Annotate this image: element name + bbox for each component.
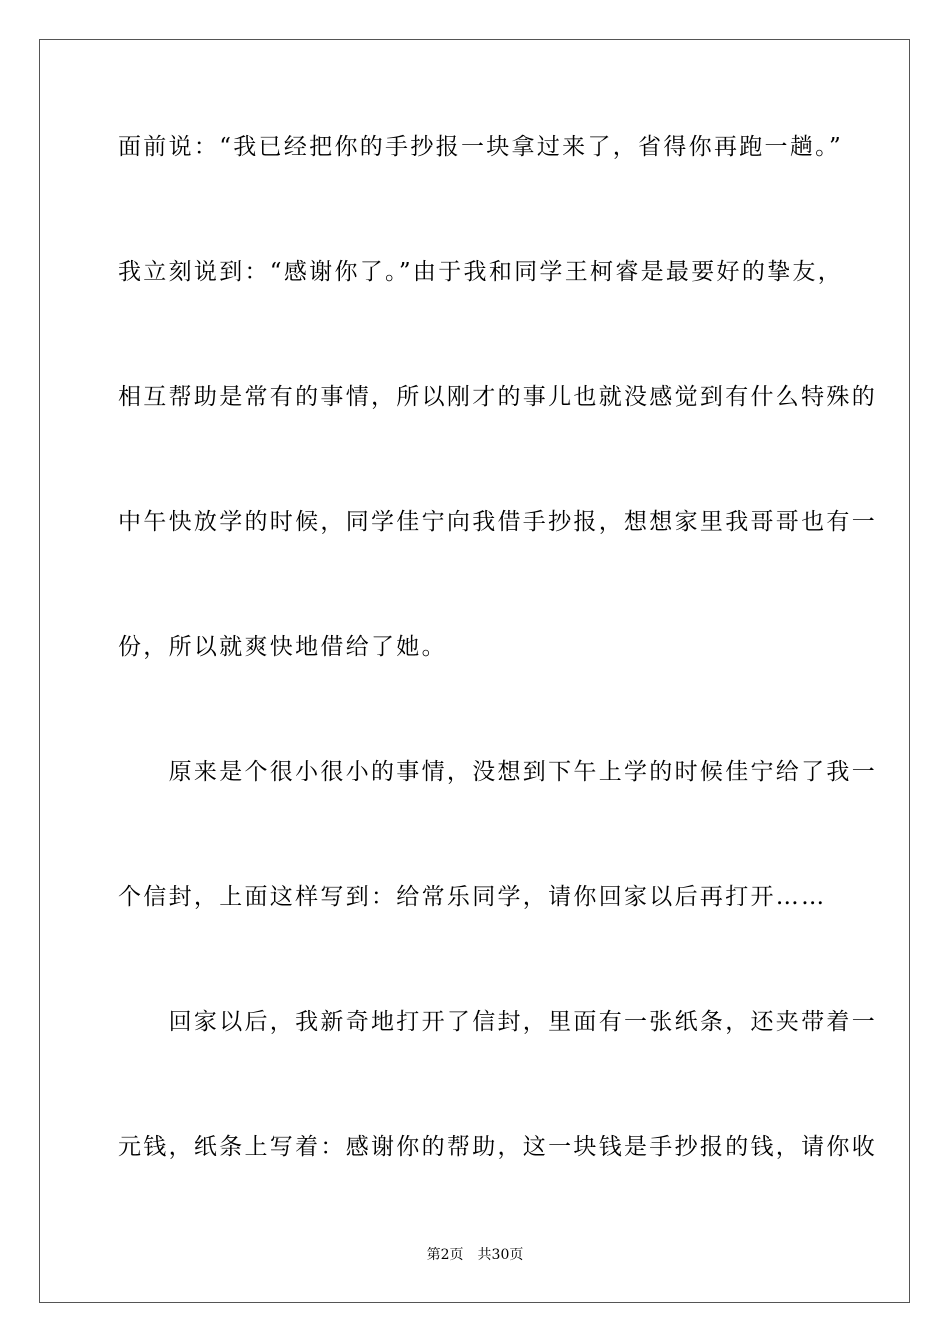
text-line: 元钱，纸条上写着：感谢你的帮助，这一块钱是手抄报的钱，请你收 xyxy=(118,1134,877,1160)
text-line: 份，所以就爽快地借给了她。 xyxy=(118,634,447,660)
page-number-footer: 第2页 共30页 xyxy=(426,1247,524,1263)
text-line: 个信封，上面这样写到：给常乐同学，请你回家以后再打开…… xyxy=(118,884,827,910)
text-line: 我立刻说到：“感谢你了。”由于我和同学王柯睿是最要好的挚友， xyxy=(118,259,844,285)
page-border xyxy=(39,39,910,1303)
text-line: 回家以后，我新奇地打开了信封，里面有一张纸条，还夹带着一 xyxy=(118,1009,877,1035)
text-line: 原来是个很小很小的事情，没想到下午上学的时候佳宁给了我一 xyxy=(118,759,877,785)
text-line: 面前说：“我已经把你的手抄报一块拿过来了，省得你再跑一趟。” xyxy=(118,134,844,160)
text-line: 中午快放学的时候，同学佳宁向我借手抄报，想想家里我哥哥也有一 xyxy=(118,509,877,535)
text-line: 相互帮助是常有的事情，所以刚才的事儿也就没感觉到有什么特殊的 xyxy=(118,384,877,410)
